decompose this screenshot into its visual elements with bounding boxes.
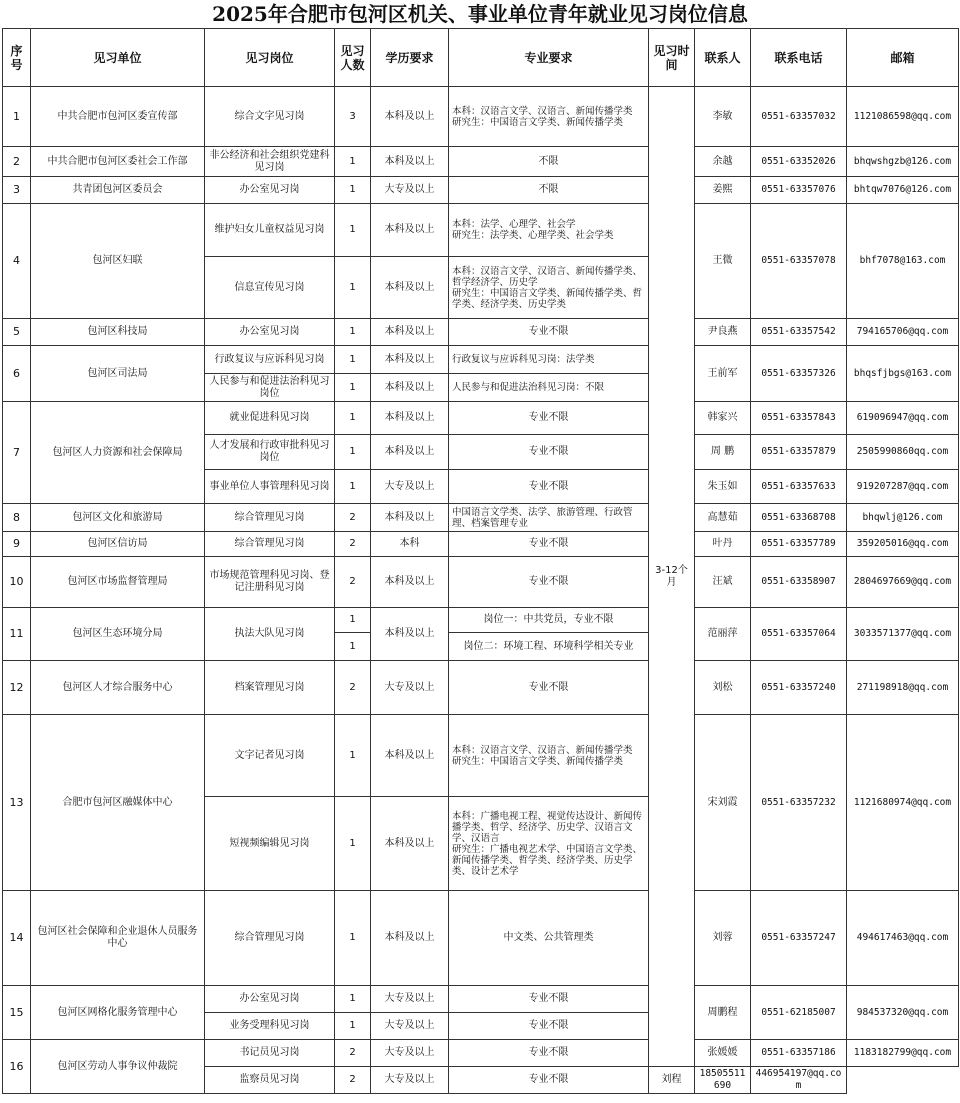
col-period: 见习时间 bbox=[649, 29, 695, 87]
email-cell: 619096947@qq.com bbox=[847, 402, 959, 435]
post-cell: 就业促进科见习岗 bbox=[205, 402, 335, 435]
phone-cell: 18505511690 bbox=[695, 1067, 751, 1094]
major-cell: 本科：法学、心理学、社会学 研究生：法学类、心理学类、社会学类 bbox=[449, 204, 649, 257]
count-cell: 1 bbox=[335, 374, 371, 402]
post-cell: 办公室见习岗 bbox=[205, 177, 335, 204]
table-row bbox=[3, 319, 959, 346]
unit-cell: 包河区司法局 bbox=[31, 346, 205, 402]
major-cell: 人民参与和促进法治科见习岗：不限 bbox=[449, 374, 649, 402]
contact-cell: 宋刘霞 bbox=[695, 715, 751, 891]
contact-cell: 王微 bbox=[695, 204, 751, 319]
post-cell: 人民参与和促进法治科见习岗位 bbox=[205, 374, 335, 402]
count-cell: 1 bbox=[335, 147, 371, 177]
contact-cell: 张媛媛 bbox=[695, 1040, 751, 1067]
major-cell: 专业不限 bbox=[449, 986, 649, 1013]
unit-cell: 包河区市场监督管理局 bbox=[31, 557, 205, 608]
table-row bbox=[3, 532, 959, 557]
positions-table bbox=[2, 28, 959, 1094]
seq-cell: 13 bbox=[3, 715, 31, 891]
contact-cell: 韩家兴 bbox=[695, 402, 751, 435]
count-cell: 2 bbox=[335, 557, 371, 608]
seq-cell: 3 bbox=[3, 177, 31, 204]
unit-cell: 包河区人力资源和社会保障局 bbox=[31, 402, 205, 504]
major-cell: 专业不限 bbox=[449, 402, 649, 435]
edu-cell: 大专及以上 bbox=[371, 177, 449, 204]
email-cell: 3033571377@qq.com bbox=[847, 608, 959, 661]
seq-cell: 12 bbox=[3, 661, 31, 715]
seq-cell: 16 bbox=[3, 1040, 31, 1094]
count-cell: 3 bbox=[335, 87, 371, 147]
major-cell: 本科：广播电视工程、视觉传达设计、新闻传播学类、哲学、经济学、历史学、汉语言文学、汉语言 研究生：广播电视艺术学、中国语言文学类、新闻传播学类、哲学类、经济学类、历史学类、设计艺术学 bbox=[449, 797, 649, 891]
edu-cell: 大专及以上 bbox=[371, 661, 449, 715]
count-cell: 2 bbox=[335, 532, 371, 557]
major-cell: 专业不限 bbox=[449, 319, 649, 346]
email-cell: 2505990860qq.com bbox=[847, 435, 959, 470]
contact-cell: 尹良燕 bbox=[695, 319, 751, 346]
count-cell: 1 bbox=[335, 715, 371, 797]
col-edu: 学历要求 bbox=[371, 29, 449, 87]
post-cell: 书记员见习岗 bbox=[205, 1040, 335, 1067]
seq-cell: 10 bbox=[3, 557, 31, 608]
edu-cell: 本科及以上 bbox=[371, 715, 449, 797]
contact-cell: 余越 bbox=[695, 147, 751, 177]
email-cell: 794165706@qq.com bbox=[847, 319, 959, 346]
major-cell: 不限 bbox=[449, 147, 649, 177]
post-cell: 综合管理见习岗 bbox=[205, 532, 335, 557]
count-cell: 2 bbox=[335, 504, 371, 532]
major-cell: 不限 bbox=[449, 177, 649, 204]
count-cell: 1 bbox=[335, 257, 371, 319]
edu-cell: 大专及以上 bbox=[371, 1013, 449, 1040]
count-cell: 1 bbox=[335, 1013, 371, 1040]
table-row bbox=[3, 608, 959, 633]
major-cell: 本科：汉语言文学、汉语言、新闻传播学类 研究生：中国语言文学类、新闻传播学类 bbox=[449, 715, 649, 797]
edu-cell: 本科及以上 bbox=[371, 557, 449, 608]
seq-cell: 1 bbox=[3, 87, 31, 147]
post-cell: 非公经济和社会组织党建科见习岗 bbox=[205, 147, 335, 177]
seq-cell: 15 bbox=[3, 986, 31, 1040]
post-cell: 办公室见习岗 bbox=[205, 986, 335, 1013]
email-cell: bhtqw7076@126.com bbox=[847, 177, 959, 204]
email-cell: bhf7078@163.com bbox=[847, 204, 959, 319]
post-cell: 业务受理科见习岗 bbox=[205, 1013, 335, 1040]
col-count: 见习人数 bbox=[335, 29, 371, 87]
major-cell: 专业不限 bbox=[449, 470, 649, 504]
edu-cell: 大专及以上 bbox=[371, 1067, 449, 1094]
phone-cell: 0551-63357633 bbox=[751, 470, 847, 504]
phone-cell: 0551-63357240 bbox=[751, 661, 847, 715]
count-cell: 1 bbox=[335, 633, 371, 661]
major-cell: 岗位一：中共党员，专业不限 bbox=[449, 608, 649, 633]
post-cell: 事业单位人事管理科见习岗 bbox=[205, 470, 335, 504]
phone-cell: 0551-63357843 bbox=[751, 402, 847, 435]
unit-cell: 包河区信访局 bbox=[31, 532, 205, 557]
post-cell: 文字记者见习岗 bbox=[205, 715, 335, 797]
count-cell: 1 bbox=[335, 204, 371, 257]
major-cell: 专业不限 bbox=[449, 435, 649, 470]
major-cell: 中文类、公共管理类 bbox=[449, 891, 649, 986]
table-row bbox=[3, 891, 959, 986]
count-cell: 1 bbox=[335, 986, 371, 1013]
edu-cell: 大专及以上 bbox=[371, 470, 449, 504]
count-cell: 1 bbox=[335, 319, 371, 346]
seq-cell: 5 bbox=[3, 319, 31, 346]
unit-cell: 包河区文化和旅游局 bbox=[31, 504, 205, 532]
phone-cell: 0551-63357032 bbox=[751, 87, 847, 147]
contact-cell: 汪斌 bbox=[695, 557, 751, 608]
count-cell: 2 bbox=[335, 661, 371, 715]
page-title: 2025年合肥市包河区机关、事业单位青年就业见习岗位信息 bbox=[212, 2, 748, 26]
count-cell: 1 bbox=[335, 608, 371, 633]
email-cell: 1121680974@qq.com bbox=[847, 715, 959, 891]
contact-cell: 刘蓉 bbox=[695, 891, 751, 986]
table-row bbox=[3, 504, 959, 532]
phone-cell: 0551-63357232 bbox=[751, 715, 847, 891]
table-row bbox=[3, 1040, 959, 1067]
post-cell: 综合管理见习岗 bbox=[205, 891, 335, 986]
major-cell: 专业不限 bbox=[449, 532, 649, 557]
post-cell: 短视频编辑见习岗 bbox=[205, 797, 335, 891]
unit-cell: 包河区科技局 bbox=[31, 319, 205, 346]
phone-cell: 0551-63357789 bbox=[751, 532, 847, 557]
unit-cell: 共青团包河区委员会 bbox=[31, 177, 205, 204]
count-cell: 1 bbox=[335, 435, 371, 470]
count-cell: 2 bbox=[335, 1067, 371, 1094]
count-cell: 1 bbox=[335, 470, 371, 504]
edu-cell: 本科及以上 bbox=[371, 374, 449, 402]
unit-cell: 中共合肥市包河区委宣传部 bbox=[31, 87, 205, 147]
post-cell: 办公室见习岗 bbox=[205, 319, 335, 346]
contact-cell: 朱玉如 bbox=[695, 470, 751, 504]
email-cell: bhqwlj@126.com bbox=[847, 504, 959, 532]
seq-cell: 8 bbox=[3, 504, 31, 532]
major-cell: 中国语言文学类、法学、旅游管理、行政管理、档案管理专业 bbox=[449, 504, 649, 532]
phone-cell: 0551-63357326 bbox=[751, 346, 847, 402]
contact-cell: 姜熙 bbox=[695, 177, 751, 204]
major-cell: 行政复议与应诉科见习岗：法学类 bbox=[449, 346, 649, 374]
edu-cell: 本科及以上 bbox=[371, 346, 449, 374]
edu-cell: 本科及以上 bbox=[371, 204, 449, 257]
table-row bbox=[3, 715, 959, 797]
count-cell: 1 bbox=[335, 402, 371, 435]
email-cell: bhqsfjbgs@163.com bbox=[847, 346, 959, 402]
unit-cell: 包河区妇联 bbox=[31, 204, 205, 319]
phone-cell: 0551-63357078 bbox=[751, 204, 847, 319]
post-cell: 综合文字见习岗 bbox=[205, 87, 335, 147]
email-cell: 984537320@qq.com bbox=[847, 986, 959, 1040]
edu-cell: 本科及以上 bbox=[371, 891, 449, 986]
edu-cell: 本科及以上 bbox=[371, 87, 449, 147]
contact-cell: 李敏 bbox=[695, 87, 751, 147]
email-cell: 1183182799@qq.com bbox=[847, 1040, 959, 1067]
phone-cell: 0551-62185007 bbox=[751, 986, 847, 1040]
col-unit: 见习单位 bbox=[31, 29, 205, 87]
table-row bbox=[3, 557, 959, 608]
seq-cell: 4 bbox=[3, 204, 31, 319]
major-cell: 专业不限 bbox=[449, 557, 649, 608]
email-cell: 271198918@qq.com bbox=[847, 661, 959, 715]
table-row bbox=[3, 986, 959, 1013]
seq-cell: 6 bbox=[3, 346, 31, 402]
seq-cell: 9 bbox=[3, 532, 31, 557]
seq-cell: 11 bbox=[3, 608, 31, 661]
contact-cell: 叶丹 bbox=[695, 532, 751, 557]
major-cell: 本科：汉语言文学、汉语言、新闻传播学类 研究生：中国语言文学类、新闻传播学类 bbox=[449, 87, 649, 147]
post-cell: 市场规范管理科见习岗、登记注册科见习岗 bbox=[205, 557, 335, 608]
major-cell: 专业不限 bbox=[449, 1040, 649, 1067]
email-cell: 494617463@qq.com bbox=[847, 891, 959, 986]
header-row bbox=[3, 29, 959, 87]
unit-cell: 包河区人才综合服务中心 bbox=[31, 661, 205, 715]
table-row bbox=[3, 402, 959, 435]
seq-cell: 2 bbox=[3, 147, 31, 177]
col-email: 邮箱 bbox=[847, 29, 959, 87]
email-cell: 2804697669@qq.com bbox=[847, 557, 959, 608]
contact-cell: 王前军 bbox=[695, 346, 751, 402]
unit-cell: 合肥市包河区融媒体中心 bbox=[31, 715, 205, 891]
email-cell: 1121086598@qq.com bbox=[847, 87, 959, 147]
phone-cell: 0551-63352026 bbox=[751, 147, 847, 177]
contact-cell: 范丽萍 bbox=[695, 608, 751, 661]
table-row bbox=[3, 147, 959, 177]
table-row bbox=[3, 87, 959, 147]
email-cell: 359205016@qq.com bbox=[847, 532, 959, 557]
edu-cell: 本科及以上 bbox=[371, 402, 449, 435]
unit-cell: 包河区生态环境分局 bbox=[31, 608, 205, 661]
phone-cell: 0551-63357064 bbox=[751, 608, 847, 661]
edu-cell: 本科及以上 bbox=[371, 797, 449, 891]
seq-cell: 7 bbox=[3, 402, 31, 504]
post-cell: 综合管理见习岗 bbox=[205, 504, 335, 532]
contact-cell: 周鹏程 bbox=[695, 986, 751, 1040]
major-cell: 岗位二：环境工程、环境科学相关专业 bbox=[449, 633, 649, 661]
seq-cell: 14 bbox=[3, 891, 31, 986]
contact-cell: 高慧茹 bbox=[695, 504, 751, 532]
email-cell: 919207287@qq.com bbox=[847, 470, 959, 504]
phone-cell: 0551-63358907 bbox=[751, 557, 847, 608]
edu-cell: 本科及以上 bbox=[371, 504, 449, 532]
col-contact: 联系人 bbox=[695, 29, 751, 87]
phone-cell: 0551-63357879 bbox=[751, 435, 847, 470]
phone-cell: 0551-63357542 bbox=[751, 319, 847, 346]
edu-cell: 本科及以上 bbox=[371, 319, 449, 346]
col-major: 专业要求 bbox=[449, 29, 649, 87]
major-cell: 专业不限 bbox=[449, 1067, 649, 1094]
col-post: 见习岗位 bbox=[205, 29, 335, 87]
post-cell: 信息宣传见习岗 bbox=[205, 257, 335, 319]
email-cell: 446954197@qq.com bbox=[751, 1067, 847, 1094]
major-cell: 本科：汉语言文学、汉语言、新闻传播学类、哲学经济学、历史学 研究生：中国语言文学类、新闻传播学类、哲学类、经济学类、历史学类 bbox=[449, 257, 649, 319]
col-phone: 联系电话 bbox=[751, 29, 847, 87]
major-cell: 专业不限 bbox=[449, 661, 649, 715]
edu-cell: 本科及以上 bbox=[371, 435, 449, 470]
edu-cell: 大专及以上 bbox=[371, 1040, 449, 1067]
edu-cell: 本科 bbox=[371, 532, 449, 557]
table-row bbox=[3, 346, 959, 374]
col-seq: 序号 bbox=[3, 29, 31, 87]
post-cell: 执法大队见习岗 bbox=[205, 608, 335, 661]
edu-cell: 大专及以上 bbox=[371, 986, 449, 1013]
post-cell: 人才发展和行政审批科见习岗位 bbox=[205, 435, 335, 470]
edu-cell: 本科及以上 bbox=[371, 257, 449, 319]
post-cell: 行政复议与应诉科见习岗 bbox=[205, 346, 335, 374]
unit-cell: 包河区劳动人事争议仲裁院 bbox=[31, 1040, 205, 1094]
table-row bbox=[3, 177, 959, 204]
contact-cell: 刘松 bbox=[695, 661, 751, 715]
contact-cell: 刘程 bbox=[649, 1067, 695, 1094]
count-cell: 1 bbox=[335, 346, 371, 374]
edu-cell: 本科及以上 bbox=[371, 147, 449, 177]
phone-cell: 0551-63357247 bbox=[751, 891, 847, 986]
major-cell: 专业不限 bbox=[449, 1013, 649, 1040]
phone-cell: 0551-63368708 bbox=[751, 504, 847, 532]
contact-cell: 周 鹏 bbox=[695, 435, 751, 470]
count-cell: 2 bbox=[335, 1040, 371, 1067]
count-cell: 1 bbox=[335, 177, 371, 204]
phone-cell: 0551-63357186 bbox=[751, 1040, 847, 1067]
email-cell: bhqwshgzb@126.com bbox=[847, 147, 959, 177]
count-cell: 1 bbox=[335, 891, 371, 986]
unit-cell: 包河区网格化服务管理中心 bbox=[31, 986, 205, 1040]
period-cell: 3-12个月 bbox=[649, 87, 695, 1067]
post-cell: 监察员见习岗 bbox=[205, 1067, 335, 1094]
count-cell: 1 bbox=[335, 797, 371, 891]
table-row bbox=[3, 204, 959, 257]
phone-cell: 0551-63357076 bbox=[751, 177, 847, 204]
post-cell: 维护妇女儿童权益见习岗 bbox=[205, 204, 335, 257]
unit-cell: 包河区社会保障和企业退休人员服务中心 bbox=[31, 891, 205, 986]
table-row bbox=[3, 661, 959, 715]
post-cell: 档案管理见习岗 bbox=[205, 661, 335, 715]
unit-cell: 中共合肥市包河区委社会工作部 bbox=[31, 147, 205, 177]
edu-cell: 本科及以上 bbox=[371, 608, 449, 661]
